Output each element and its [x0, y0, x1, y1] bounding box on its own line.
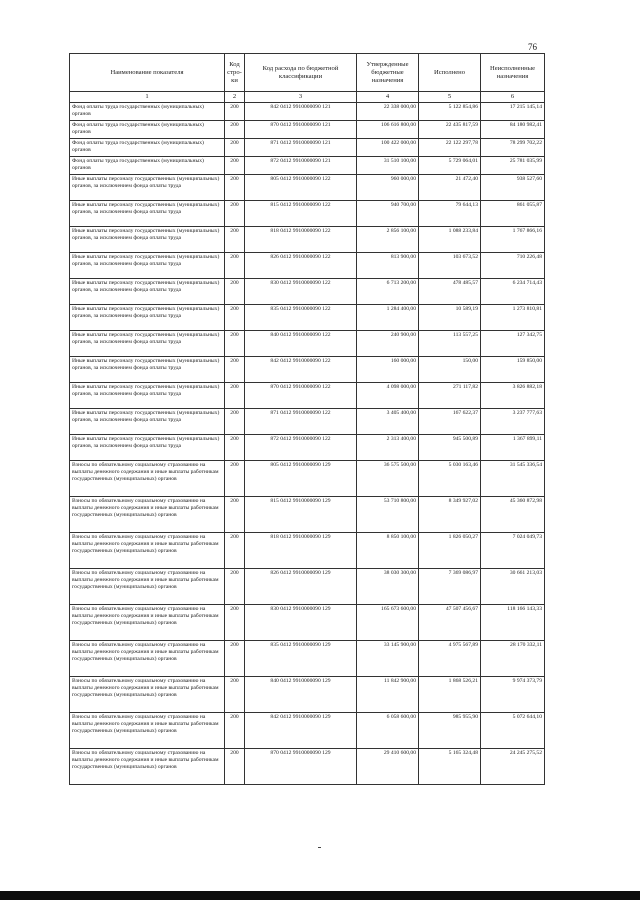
- cell-executed: 22 435 817,59: [419, 121, 481, 139]
- cell-indicator-name: Взносы по обязательному социальному страхованию на выплаты денежного содержания и иные выплаты работникам государственных (муниципальных) органов: [70, 641, 225, 677]
- cell-unexecuted: 17 215 145,14: [481, 103, 545, 121]
- table-row: [70, 461, 545, 497]
- cell-executed: 7 369 086,97: [419, 569, 481, 605]
- cell-line-code: 200: [225, 605, 245, 641]
- table-row: [70, 749, 545, 785]
- cell-executed: 1 088 233,84: [419, 227, 481, 253]
- cell-expense-code: 870 0412 9910000090 121: [245, 121, 357, 139]
- cell-indicator-name: Иные выплаты персоналу государственных (муниципальных) органов, за исключением фонда оплаты труда: [70, 305, 225, 331]
- header-approved: Утвержденные бюджетные назначения: [357, 54, 419, 92]
- cell-indicator-name: Иные выплаты персоналу государственных (муниципальных) органов, за исключением фонда оплаты труда: [70, 383, 225, 409]
- cell-line-code: 200: [225, 201, 245, 227]
- cell-executed: 113 557,25: [419, 331, 481, 357]
- table-row: [70, 605, 545, 641]
- column-number: 6: [481, 92, 545, 103]
- cell-approved: 3 405 400,00: [357, 409, 419, 435]
- cell-indicator-name: Взносы по обязательному социальному страхованию на выплаты денежного содержания и иные выплаты работникам государственных (муниципальных) органов: [70, 497, 225, 533]
- cell-expense-code: 870 0412 9910000090 122: [245, 383, 357, 409]
- cell-unexecuted: 3 826 882,18: [481, 383, 545, 409]
- cell-unexecuted: 710 226,48: [481, 253, 545, 279]
- cell-expense-code: 870 0412 9910000090 129: [245, 749, 357, 785]
- cell-executed: 5 030 163,46: [419, 461, 481, 497]
- column-number: 1: [70, 92, 225, 103]
- cell-unexecuted: 159 850,00: [481, 357, 545, 383]
- cell-executed: 5 165 324,48: [419, 749, 481, 785]
- column-number: 3: [245, 92, 357, 103]
- cell-line-code: 200: [225, 749, 245, 785]
- cell-executed: 5 729 064,01: [419, 157, 481, 175]
- cell-expense-code: 871 0412 9910000090 122: [245, 409, 357, 435]
- cell-unexecuted: 78 299 702,22: [481, 139, 545, 157]
- table-row: [70, 569, 545, 605]
- cell-indicator-name: Фонд оплаты труда государственных (муниципальных) органов: [70, 103, 225, 121]
- cell-indicator-name: Взносы по обязательному социальному страхованию на выплаты денежного содержания и иные выплаты работникам государственных (муниципальных) органов: [70, 461, 225, 497]
- cell-indicator-name: Иные выплаты персоналу государственных (муниципальных) органов, за исключением фонда оплаты труда: [70, 175, 225, 201]
- header-unexecuted: Неисполненные назначения: [481, 54, 545, 92]
- cell-unexecuted: 5 072 644,10: [481, 713, 545, 749]
- table-header-row: [70, 54, 545, 92]
- table-row: [70, 713, 545, 749]
- cell-approved: 6 058 600,00: [357, 713, 419, 749]
- cell-line-code: 200: [225, 139, 245, 157]
- cell-line-code: 200: [225, 253, 245, 279]
- cell-executed: 10 589,19: [419, 305, 481, 331]
- cell-expense-code: 815 0412 9910000090 129: [245, 497, 357, 533]
- table-row: [70, 305, 545, 331]
- cell-indicator-name: Взносы по обязательному социальному страхованию на выплаты денежного содержания и иные выплаты работникам государственных (муниципальных) органов: [70, 713, 225, 749]
- cell-unexecuted: 84 180 982,41: [481, 121, 545, 139]
- cell-executed: 103 673,52: [419, 253, 481, 279]
- cell-expense-code: 818 0412 9910000090 122: [245, 227, 357, 253]
- cell-indicator-name: Иные выплаты персоналу государственных (муниципальных) органов, за исключением фонда оплаты труда: [70, 435, 225, 461]
- cell-expense-code: 842 0412 9910000090 121: [245, 103, 357, 121]
- cell-indicator-name: Иные выплаты персоналу государственных (муниципальных) органов, за исключением фонда оплаты труда: [70, 253, 225, 279]
- cell-expense-code: 805 0412 9910000090 129: [245, 461, 357, 497]
- cell-expense-code: 835 0412 9910000090 122: [245, 305, 357, 331]
- cell-approved: 22 338 000,00: [357, 103, 419, 121]
- cell-unexecuted: 24 245 275,52: [481, 749, 545, 785]
- table-row: [70, 121, 545, 139]
- table-row: [70, 279, 545, 305]
- cell-unexecuted: 30 661 213,03: [481, 569, 545, 605]
- cell-line-code: 200: [225, 435, 245, 461]
- cell-executed: 167 622,37: [419, 409, 481, 435]
- table-row: [70, 383, 545, 409]
- cell-executed: 5 122 854,86: [419, 103, 481, 121]
- cell-executed: 945 500,89: [419, 435, 481, 461]
- cell-expense-code: 840 0412 9910000090 122: [245, 331, 357, 357]
- table-row: [70, 497, 545, 533]
- cell-indicator-name: Иные выплаты персоналу государственных (муниципальных) органов, за исключением фонда оплаты труда: [70, 279, 225, 305]
- cell-unexecuted: 127 342,75: [481, 331, 545, 357]
- table-row: [70, 175, 545, 201]
- cell-expense-code: 871 0412 9910000090 121: [245, 139, 357, 157]
- cell-line-code: 200: [225, 641, 245, 677]
- cell-approved: 960 000,00: [357, 175, 419, 201]
- table-row: [70, 533, 545, 569]
- cell-approved: 11 842 900,00: [357, 677, 419, 713]
- table-row: [70, 677, 545, 713]
- table-row: [70, 227, 545, 253]
- header-expense-code: Код расхода по бюджетной классификации: [245, 54, 357, 92]
- table-row: [70, 139, 545, 157]
- cell-approved: 53 710 800,00: [357, 497, 419, 533]
- cell-approved: 160 000,00: [357, 357, 419, 383]
- cell-expense-code: 826 0412 9910000090 129: [245, 569, 357, 605]
- scan-artifact: [318, 847, 321, 848]
- table-row: [70, 201, 545, 227]
- table-body: [70, 103, 545, 785]
- cell-line-code: 200: [225, 175, 245, 201]
- cell-expense-code: 805 0412 9910000090 122: [245, 175, 357, 201]
- cell-unexecuted: 1 367 899,11: [481, 435, 545, 461]
- cell-approved: 36 575 500,00: [357, 461, 419, 497]
- page-number: 76: [528, 42, 537, 52]
- cell-approved: 2 856 100,00: [357, 227, 419, 253]
- header-executed: Исполнено: [419, 54, 481, 92]
- cell-indicator-name: Иные выплаты персоналу государственных (муниципальных) органов, за исключением фонда оплаты труда: [70, 409, 225, 435]
- cell-unexecuted: 1 767 866,16: [481, 227, 545, 253]
- column-number: 4: [357, 92, 419, 103]
- cell-line-code: 200: [225, 533, 245, 569]
- cell-approved: 1 284 400,00: [357, 305, 419, 331]
- cell-executed: 47 507 456,67: [419, 605, 481, 641]
- cell-executed: 478 485,57: [419, 279, 481, 305]
- cell-unexecuted: 28 170 332,11: [481, 641, 545, 677]
- cell-executed: 271 117,82: [419, 383, 481, 409]
- table-row: [70, 253, 545, 279]
- cell-unexecuted: 861 055,87: [481, 201, 545, 227]
- column-number-row: [70, 92, 545, 103]
- cell-executed: 4 975 567,89: [419, 641, 481, 677]
- cell-line-code: 200: [225, 157, 245, 175]
- cell-line-code: 200: [225, 497, 245, 533]
- cell-approved: 4 098 000,00: [357, 383, 419, 409]
- header-indicator-name: Наименование показателя: [70, 54, 225, 92]
- table-row: [70, 357, 545, 383]
- cell-unexecuted: 45 360 872,98: [481, 497, 545, 533]
- cell-executed: 21 472,40: [419, 175, 481, 201]
- cell-indicator-name: Фонд оплаты труда государственных (муниципальных) органов: [70, 139, 225, 157]
- cell-indicator-name: Фонд оплаты труда государственных (муниципальных) органов: [70, 121, 225, 139]
- cell-line-code: 200: [225, 357, 245, 383]
- column-number: 2: [225, 92, 245, 103]
- cell-indicator-name: Иные выплаты персоналу государственных (муниципальных) органов, за исключением фонда оплаты труда: [70, 357, 225, 383]
- cell-line-code: 200: [225, 279, 245, 305]
- cell-approved: 240 900,00: [357, 331, 419, 357]
- cell-executed: 1 868 526,21: [419, 677, 481, 713]
- cell-approved: 29 410 600,00: [357, 749, 419, 785]
- cell-approved: 165 673 600,00: [357, 605, 419, 641]
- cell-approved: 31 510 100,00: [357, 157, 419, 175]
- cell-line-code: 200: [225, 305, 245, 331]
- column-number: 5: [419, 92, 481, 103]
- cell-approved: 2 313 400,00: [357, 435, 419, 461]
- cell-approved: 940 700,00: [357, 201, 419, 227]
- cell-approved: 6 713 200,00: [357, 279, 419, 305]
- cell-unexecuted: 118 166 143,33: [481, 605, 545, 641]
- table-row: [70, 409, 545, 435]
- cell-line-code: 200: [225, 227, 245, 253]
- cell-line-code: 200: [225, 383, 245, 409]
- table-row: [70, 157, 545, 175]
- cell-line-code: 200: [225, 103, 245, 121]
- cell-approved: 33 145 900,00: [357, 641, 419, 677]
- cell-indicator-name: Взносы по обязательному социальному страхованию на выплаты денежного содержания и иные выплаты работникам государственных (муниципальных) органов: [70, 605, 225, 641]
- cell-unexecuted: 938 527,60: [481, 175, 545, 201]
- cell-executed: 150,00: [419, 357, 481, 383]
- cell-expense-code: 872 0412 9910000090 121: [245, 157, 357, 175]
- cell-line-code: 200: [225, 461, 245, 497]
- cell-expense-code: 830 0412 9910000090 129: [245, 605, 357, 641]
- cell-unexecuted: 1 273 810,81: [481, 305, 545, 331]
- table-row: [70, 435, 545, 461]
- cell-executed: 1 826 050,27: [419, 533, 481, 569]
- cell-expense-code: 815 0412 9910000090 122: [245, 201, 357, 227]
- cell-unexecuted: 9 974 373,79: [481, 677, 545, 713]
- cell-expense-code: 826 0412 9910000090 122: [245, 253, 357, 279]
- cell-expense-code: 842 0412 9910000090 122: [245, 357, 357, 383]
- cell-executed: 79 644,13: [419, 201, 481, 227]
- cell-executed: 22 122 297,78: [419, 139, 481, 157]
- cell-expense-code: 818 0412 9910000090 129: [245, 533, 357, 569]
- cell-line-code: 200: [225, 331, 245, 357]
- cell-indicator-name: Взносы по обязательному социальному страхованию на выплаты денежного содержания и иные выплаты работникам государственных (муниципальных) органов: [70, 533, 225, 569]
- cell-approved: 8 850 100,00: [357, 533, 419, 569]
- cell-indicator-name: Фонд оплаты труда государственных (муниципальных) органов: [70, 157, 225, 175]
- cell-expense-code: 872 0412 9910000090 122: [245, 435, 357, 461]
- cell-expense-code: 840 0412 9910000090 129: [245, 677, 357, 713]
- cell-approved: 106 616 800,00: [357, 121, 419, 139]
- cell-executed: 985 955,90: [419, 713, 481, 749]
- cell-approved: 813 900,00: [357, 253, 419, 279]
- table-row: [70, 103, 545, 121]
- cell-indicator-name: Иные выплаты персоналу государственных (муниципальных) органов, за исключением фонда оплаты труда: [70, 331, 225, 357]
- table-row: [70, 641, 545, 677]
- cell-expense-code: 835 0412 9910000090 129: [245, 641, 357, 677]
- cell-unexecuted: 3 237 777,63: [481, 409, 545, 435]
- cell-line-code: 200: [225, 677, 245, 713]
- cell-executed: 8 349 927,02: [419, 497, 481, 533]
- cell-unexecuted: 7 024 049,73: [481, 533, 545, 569]
- cell-expense-code: 842 0412 9910000090 129: [245, 713, 357, 749]
- cell-line-code: 200: [225, 713, 245, 749]
- header-line-code: Код стро-ки: [225, 54, 245, 92]
- cell-unexecuted: 6 234 714,43: [481, 279, 545, 305]
- cell-indicator-name: Иные выплаты персоналу государственных (муниципальных) органов, за исключением фонда оплаты труда: [70, 201, 225, 227]
- scan-bottom-edge: [0, 891, 640, 900]
- cell-unexecuted: 25 781 035,99: [481, 157, 545, 175]
- cell-indicator-name: Взносы по обязательному социальному страхованию на выплаты денежного содержания и иные выплаты работникам государственных (муниципальных) органов: [70, 677, 225, 713]
- cell-line-code: 200: [225, 121, 245, 139]
- cell-approved: 38 030 300,00: [357, 569, 419, 605]
- cell-expense-code: 830 0412 9910000090 122: [245, 279, 357, 305]
- cell-unexecuted: 31 545 336,54: [481, 461, 545, 497]
- cell-indicator-name: Взносы по обязательному социальному страхованию на выплаты денежного содержания и иные выплаты работникам государственных (муниципальных) органов: [70, 749, 225, 785]
- table-row: [70, 331, 545, 357]
- cell-line-code: 200: [225, 409, 245, 435]
- budget-execution-table: [69, 53, 545, 785]
- cell-indicator-name: Иные выплаты персоналу государственных (муниципальных) органов, за исключением фонда оплаты труда: [70, 227, 225, 253]
- cell-indicator-name: Взносы по обязательному социальному страхованию на выплаты денежного содержания и иные выплаты работникам государственных (муниципальных) органов: [70, 569, 225, 605]
- cell-approved: 100 422 000,00: [357, 139, 419, 157]
- cell-line-code: 200: [225, 569, 245, 605]
